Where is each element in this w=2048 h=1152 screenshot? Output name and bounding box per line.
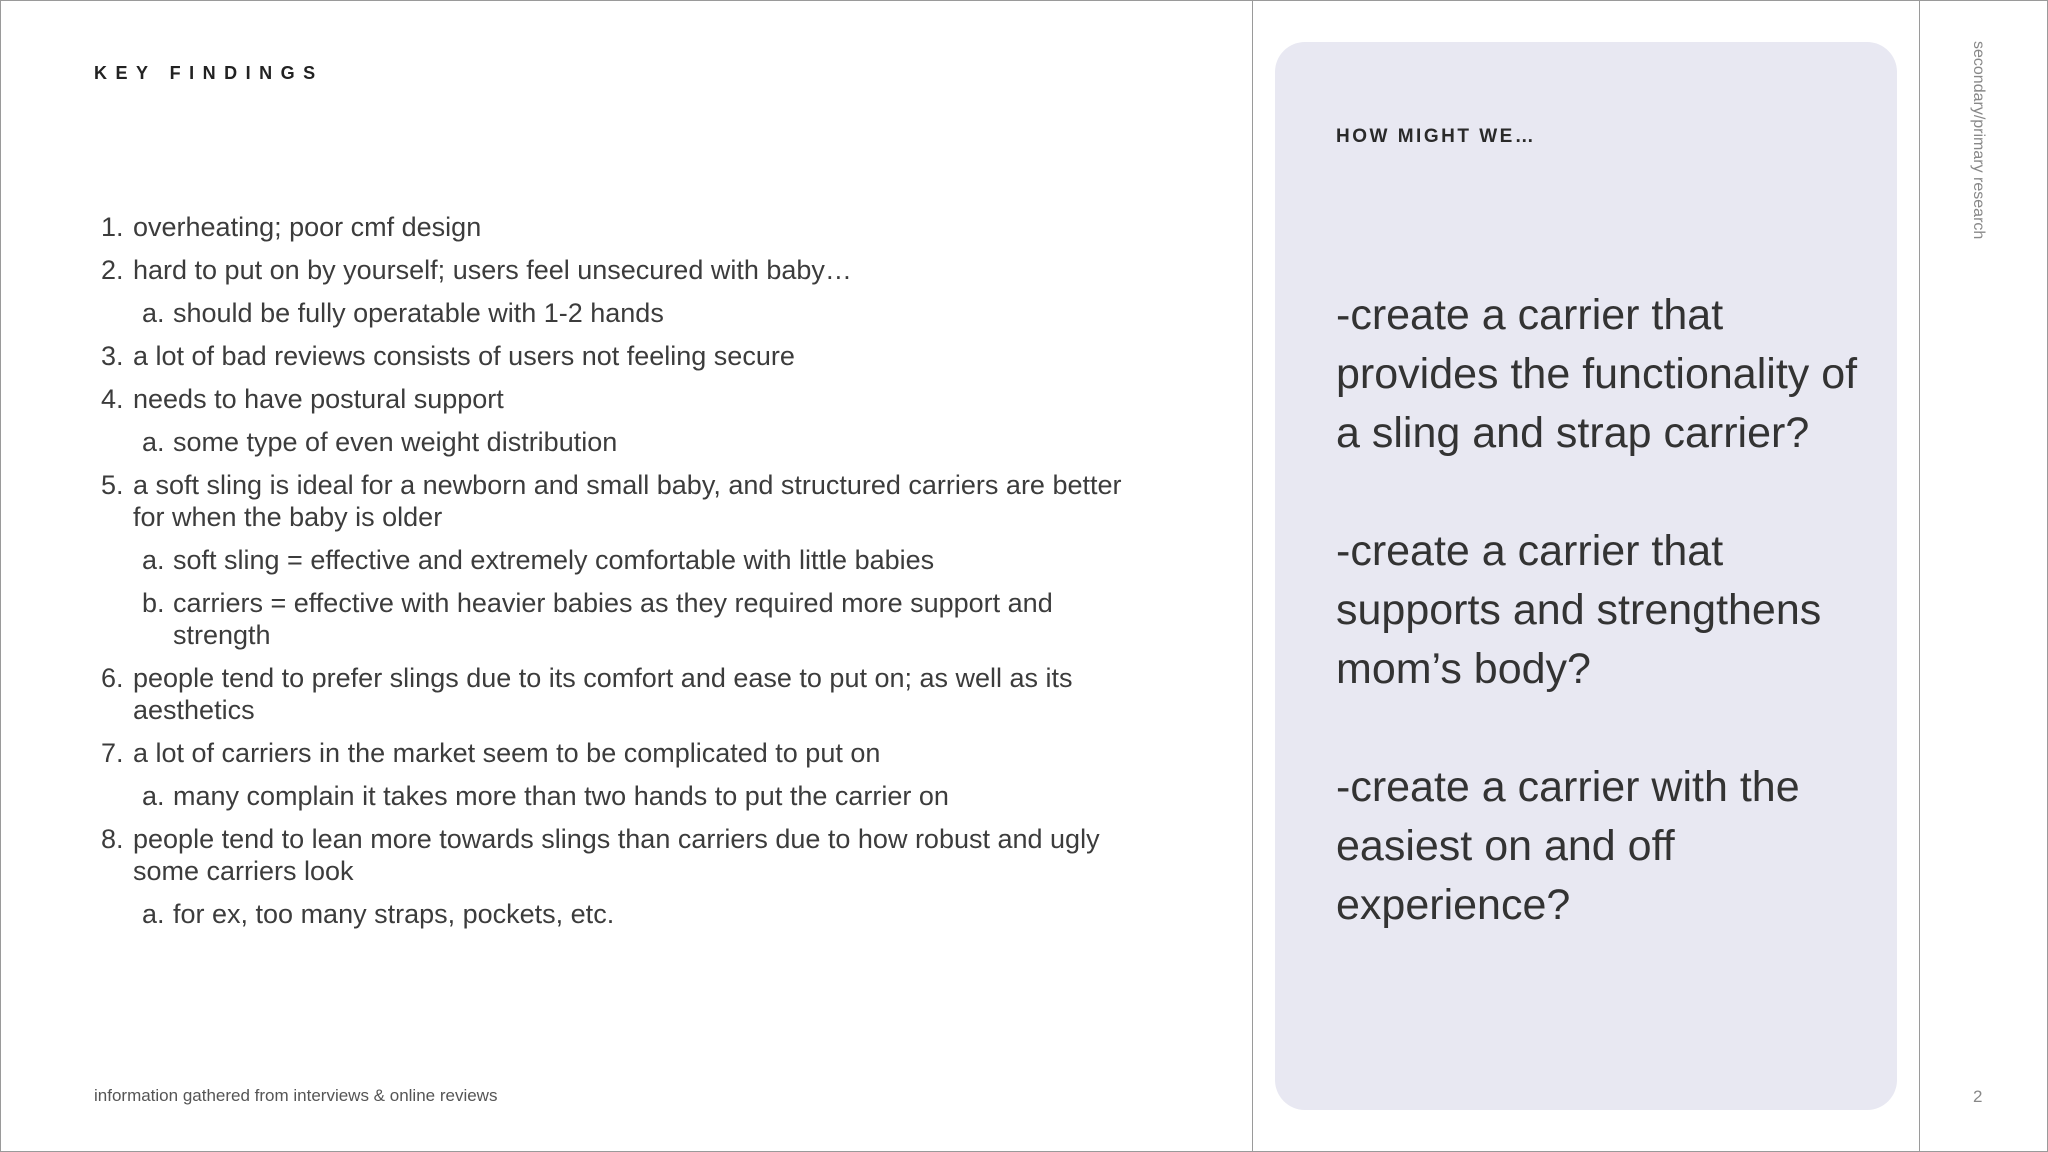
divider-right: [1919, 1, 1920, 1151]
finding-item: [101, 737, 1131, 769]
finding-text: people tend to lean more towards slings than carriers due to how robust and ugly some carriers look: [133, 824, 1100, 886]
section-label: secondary/primary research: [1970, 41, 1987, 240]
subitem-text: carriers = effective with heavier babies as they required more support and strength: [173, 588, 1053, 650]
finding-number: 2.: [101, 255, 124, 285]
finding-number: 4.: [101, 384, 124, 414]
finding-text: needs to have postural support: [133, 384, 504, 414]
subitem-text: many complain it takes more than two hands to put the carrier on: [173, 781, 949, 811]
finding-subitem: [101, 780, 1131, 812]
hmw-question: -create a carrier with the easiest on and off experience?: [1336, 763, 1800, 929]
finding-item: [101, 340, 1131, 372]
subitem-text: for ex, too many straps, pockets, etc.: [173, 899, 615, 929]
finding-item: [101, 823, 1131, 887]
finding-number: 3.: [101, 341, 124, 371]
key-findings-heading: KEY FINDINGS: [94, 63, 324, 83]
finding-subitem: [101, 297, 1131, 329]
finding-subitem: [101, 587, 1131, 651]
how-might-we-questions: [1336, 286, 1876, 994]
finding-number: 6.: [101, 663, 124, 693]
finding-item: [101, 254, 1131, 286]
finding-text: a lot of carriers in the market seem to be complicated to put on: [133, 738, 881, 768]
subitem-letter: a.: [142, 899, 165, 929]
subitem-letter: a.: [142, 298, 165, 328]
finding-number: 8.: [101, 824, 124, 854]
hmw-question: -create a carrier that provides the functionality of a sling and strap carrier?: [1336, 291, 1858, 457]
source-note: information gathered from interviews & online reviews: [94, 1086, 498, 1105]
how-might-we-heading: HOW MIGHT WE…: [1336, 126, 1537, 147]
subitem-letter: a.: [142, 781, 165, 811]
finding-subitem: [101, 544, 1131, 576]
finding-text: people tend to prefer slings due to its comfort and ease to put on; as well as its aesthetics: [133, 663, 1073, 725]
subitem-text: should be fully operatable with 1-2 hands: [173, 298, 664, 328]
finding-number: 5.: [101, 470, 124, 500]
findings-list: [101, 211, 1131, 941]
divider-left: [1252, 1, 1253, 1151]
how-might-we-card: [1275, 42, 1897, 1110]
subitem-text: soft sling = effective and extremely comfortable with little babies: [173, 545, 935, 575]
subitem-letter: b.: [142, 588, 165, 618]
finding-text: a soft sling is ideal for a newborn and small baby, and structured carriers are better for when the baby is older: [133, 470, 1122, 532]
finding-number: 7.: [101, 738, 124, 768]
finding-text: overheating; poor cmf design: [133, 212, 482, 242]
finding-item: [101, 383, 1131, 415]
finding-subitem: [101, 898, 1131, 930]
finding-item: [101, 469, 1131, 533]
finding-text: hard to put on by yourself; users feel unsecured with baby…: [133, 255, 852, 285]
finding-subitem: [101, 426, 1131, 458]
hmw-question: -create a carrier that supports and strengthens mom’s body?: [1336, 527, 1822, 693]
subitem-letter: a.: [142, 545, 165, 575]
finding-number: 1.: [101, 212, 124, 242]
page-number: 2: [1973, 1087, 1983, 1106]
subitem-text: some type of even weight distribution: [173, 427, 618, 457]
finding-item: [101, 662, 1131, 726]
subitem-letter: a.: [142, 427, 165, 457]
finding-text: a lot of bad reviews consists of users not feeling secure: [133, 341, 795, 371]
finding-item: [101, 211, 1131, 243]
